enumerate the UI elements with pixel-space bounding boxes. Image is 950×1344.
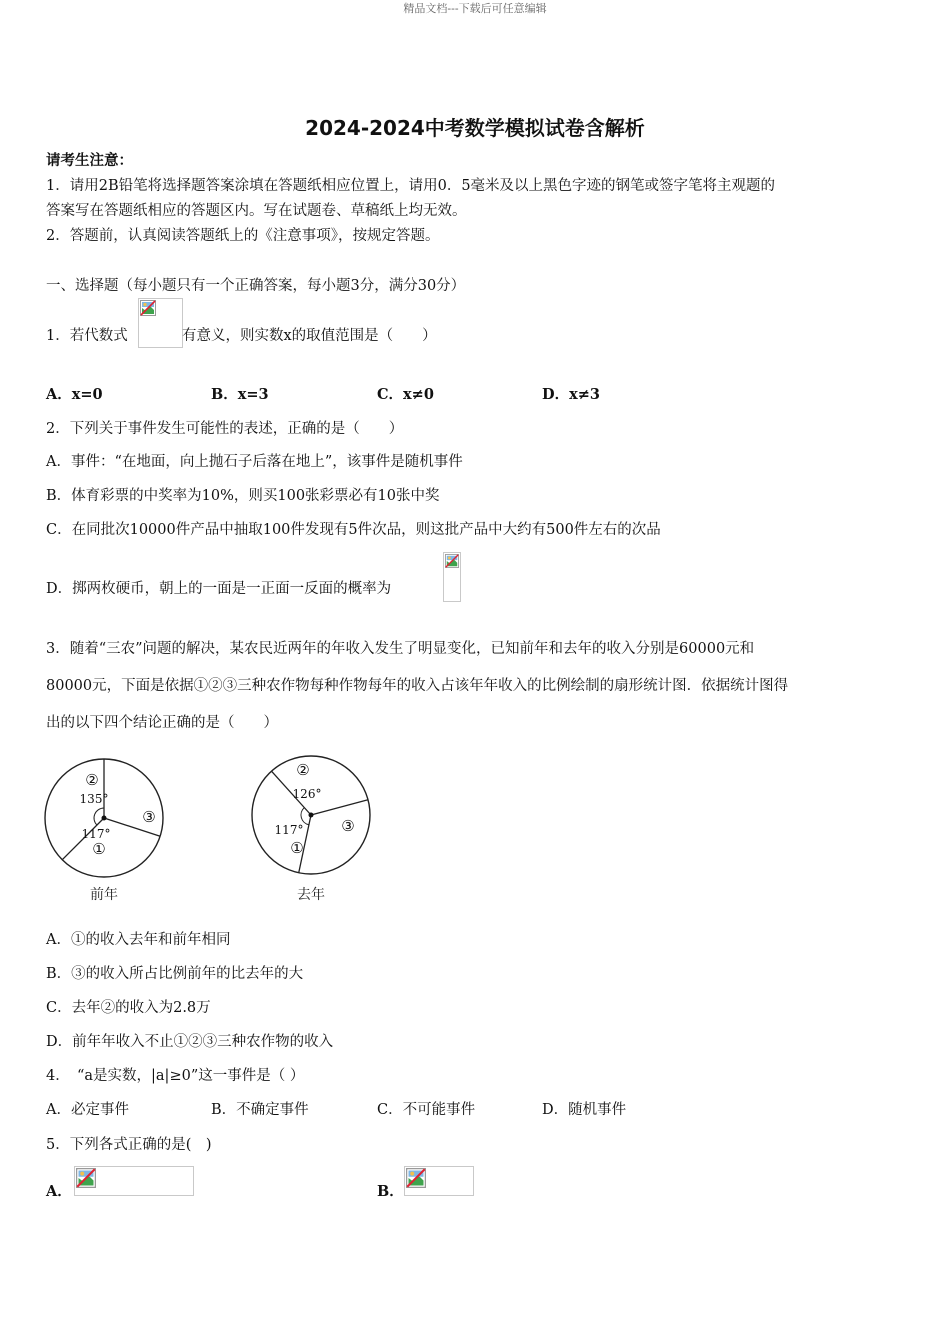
- q1-option-d: D．x≠3: [542, 386, 600, 403]
- pie-title: 去年: [297, 887, 325, 903]
- q5-option-b-image: [404, 1166, 474, 1196]
- notice-line-1: 1．请用2B铅笔将选择题答案涂填在答题纸相应位置上，请用0．5毫米及以上黑色字迹的钢笔或签字笔将主观题的: [46, 178, 776, 194]
- pie-slice-label: ②: [85, 771, 99, 789]
- q4-option-a: A．必定事件: [46, 1102, 129, 1118]
- q5-option-b-label: B．: [377, 1183, 404, 1200]
- q1-stem-start: 1．若代数式: [46, 328, 128, 344]
- pie-charts-figure: [40, 750, 390, 910]
- pie-chart-previous-year: [45, 759, 163, 903]
- pie-angle-annotation: 117°: [274, 823, 304, 837]
- pie-slice-label: ①: [92, 840, 106, 858]
- q3-stem-line-2: 80000元，下面是依据①②③三种农作物每种作物每年的收入占该年年收入的比例绘制的扇形统计图．依据统计图得: [46, 678, 789, 694]
- notice-heading: 请考生注意：: [46, 152, 133, 169]
- pie-slice-label: ①: [290, 839, 304, 857]
- q1-option-a: A．x=0: [46, 386, 103, 403]
- q2-option-d: D．掷两枚硬币，朝上的一面是一正面一反面的概率为: [46, 581, 392, 597]
- q4-option-d: D．随机事件: [542, 1102, 627, 1118]
- q2-option-c: C．在同批次10000件产品中抽取100件发现有5件次品，则这批产品中大约有500件左右的次品: [46, 522, 661, 538]
- q3-stem-line-3: 出的以下四个结论正确的是（ ）: [46, 715, 278, 731]
- q3-stem-line-1: 3．随着“三农”问题的解决，某农民近两年的年收入发生了明显变化，已知前年和去年的收入分别是60000元和: [46, 641, 755, 657]
- q4-option-b: B．不确定事件: [211, 1102, 309, 1118]
- pie-chart-last-year: [252, 756, 370, 903]
- page-title: 2024-2024中考数学模拟试卷含解析: [305, 116, 645, 140]
- pie-center: [309, 813, 314, 818]
- pie-slice-label: ③: [142, 808, 156, 826]
- broken-image-icon: [140, 300, 156, 316]
- q2-fraction-image: [443, 552, 461, 602]
- pie-angle-annotation: 135°: [79, 792, 109, 806]
- broken-image-icon: [406, 1168, 426, 1188]
- broken-image-icon: [76, 1168, 96, 1188]
- q1-stem-end: 有意义，则实数x的取值范围是（ ）: [182, 328, 437, 344]
- q5-option-a-image: [74, 1166, 194, 1196]
- q4-option-c: C．不可能事件: [377, 1102, 476, 1118]
- q3-option-b: B．③的收入所占比例前年的比去年的大: [46, 966, 304, 982]
- q1-option-b: B．x=3: [211, 386, 269, 403]
- notice-line-2: 答案写在答题纸相应的答题区内。写在试题卷、草稿纸上均无效。: [46, 203, 467, 219]
- pie-slice-label: ③: [341, 817, 355, 835]
- pie-slice-label: ②: [296, 761, 310, 779]
- pie-title: 前年: [90, 887, 118, 903]
- notice-line-3: 2．答题前，认真阅读答题纸上的《注意事项》，按规定答题。: [46, 228, 440, 244]
- q2-stem: 2．下列关于事件发生可能性的表述，正确的是（ ）: [46, 421, 404, 437]
- pie-center: [102, 816, 107, 821]
- q4-stem: 4． “a是实数，|a|≥0”这一事件是（ ）: [46, 1068, 305, 1084]
- q2-option-a: A．事件：“在地面，向上抛石子后落在地上”，该事件是随机事件: [46, 454, 463, 470]
- q3-option-d: D．前年年收入不止①②③三种农作物的收入: [46, 1034, 334, 1050]
- pie-angle-annotation: 117°: [81, 827, 111, 841]
- q1-option-c: C．x≠0: [377, 386, 434, 403]
- q3-option-a: A．①的收入去年和前年相同: [46, 932, 231, 948]
- q2-option-b: B．体育彩票的中奖率为10%，则买100张彩票必有10张中奖: [46, 488, 440, 504]
- pie-angle-annotation: 126°: [292, 787, 322, 801]
- page-header: 精品文档---下载后可任意编辑: [403, 2, 547, 15]
- q5-stem: 5．下列各式正确的是( ): [46, 1137, 212, 1153]
- broken-image-icon: [445, 554, 459, 568]
- q1-formula-image: [138, 298, 183, 348]
- section-heading: 一、选择题（每小题只有一个正确答案，每小题3分，满分30分）: [46, 278, 466, 294]
- q3-option-c: C．去年②的收入为2.8万: [46, 1000, 211, 1016]
- q5-option-a-label: A．: [46, 1183, 72, 1200]
